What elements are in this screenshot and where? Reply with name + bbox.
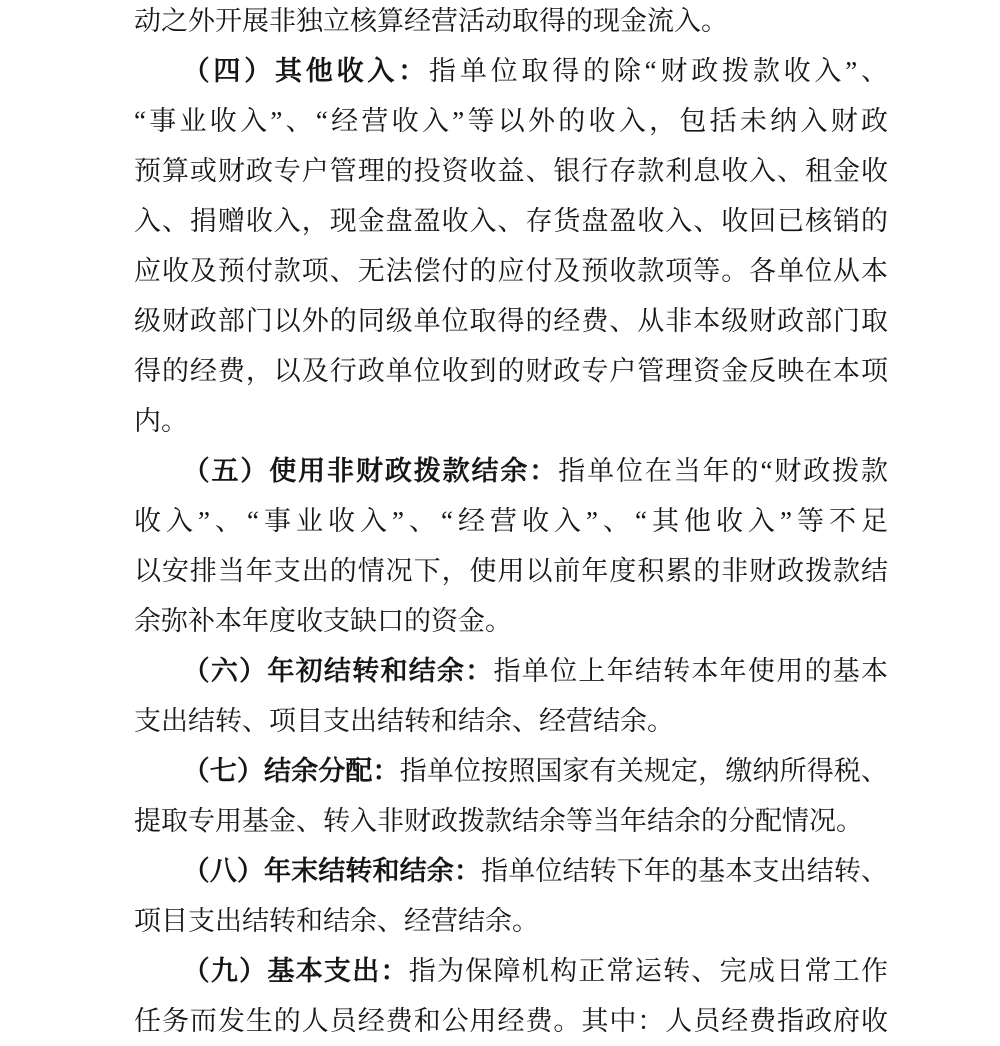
line-text: 得的经费，以及行政单位收到的财政专户管理资金反映在本项	[134, 356, 888, 386]
doc-line	[134, 146, 888, 196]
line-text: 支出结转、项目支出结转和结余、经营结余。	[134, 706, 674, 736]
line-text: 收入”、“事业收入”、“经营收入”、“其他收入”等不足	[134, 506, 888, 536]
line-text: 指单位上年结转本年使用的基本	[493, 656, 889, 686]
doc-line-section-8	[134, 846, 888, 896]
line-text: 以安排当年支出的情况下，使用以前年度积累的非财政拨款结	[134, 556, 888, 586]
section-heading: （九）基本支出：	[182, 956, 409, 986]
doc-line	[134, 246, 888, 296]
line-text: 指为保障机构正常运转、完成日常工作	[408, 956, 889, 986]
doc-line	[134, 896, 888, 946]
line-text: 指单位取得的除“财政拨款收入”、	[429, 56, 889, 86]
line-text: 项目支出结转和结余、经营结余。	[134, 906, 539, 936]
line-text: 指单位按照国家有关规定，缴纳所得税、	[399, 756, 889, 786]
doc-line-section-5	[134, 446, 888, 496]
section-heading: （四）其他收入：	[182, 56, 430, 86]
line-text: 指单位结转下年的基本支出结转、	[481, 856, 889, 886]
doc-line	[134, 0, 888, 46]
line-text: 预算或财政专户管理的投资收益、银行存款利息收入、租金收	[134, 156, 888, 186]
doc-line	[134, 496, 888, 546]
section-heading: （七）结余分配：	[182, 756, 400, 786]
line-text: 应收及预付款项、无法偿付的应付及预收款项等。各单位从本	[134, 256, 888, 286]
doc-line	[134, 696, 888, 746]
document-text-block	[134, 0, 888, 1046]
doc-line-section-4	[134, 46, 888, 96]
doc-line	[134, 396, 888, 446]
doc-line	[134, 796, 888, 846]
line-text: 余弥补本年度收支缺口的资金。	[134, 606, 512, 636]
line-text: “事业收入”、“经营收入”等以外的收入，包括未纳入财政	[134, 106, 888, 136]
doc-line	[134, 296, 888, 346]
section-heading: （五）使用非财政拨款结余：	[182, 456, 559, 486]
doc-line	[134, 346, 888, 396]
doc-line	[134, 196, 888, 246]
doc-line-section-6	[134, 646, 888, 696]
doc-line	[134, 96, 888, 146]
section-heading: （六）年初结转和结余：	[182, 656, 494, 686]
line-text: 提取专用基金、转入非财政拨款结余等当年结余的分配情况。	[134, 806, 863, 836]
line-text: 级财政部门以外的同级单位取得的经费、从非本级财政部门取	[134, 306, 888, 336]
section-heading: （八）年末结转和结余：	[182, 856, 482, 886]
line-text: 内。	[134, 406, 188, 436]
line-text: 指单位在当年的“财政拨款	[558, 456, 889, 486]
doc-line	[134, 546, 888, 596]
doc-line	[134, 996, 888, 1046]
line-text: 入、捐赠收入，现金盘盈收入、存货盘盈收入、收回已核销的	[134, 206, 888, 236]
line-text: 动之外开展非独立核算经营活动取得的现金流入。	[134, 6, 728, 36]
doc-line-section-9	[134, 946, 888, 996]
doc-line-section-7	[134, 746, 888, 796]
line-text: 任务而发生的人员经费和公用经费。其中：人员经费指政府收	[134, 1006, 888, 1036]
doc-line	[134, 596, 888, 646]
